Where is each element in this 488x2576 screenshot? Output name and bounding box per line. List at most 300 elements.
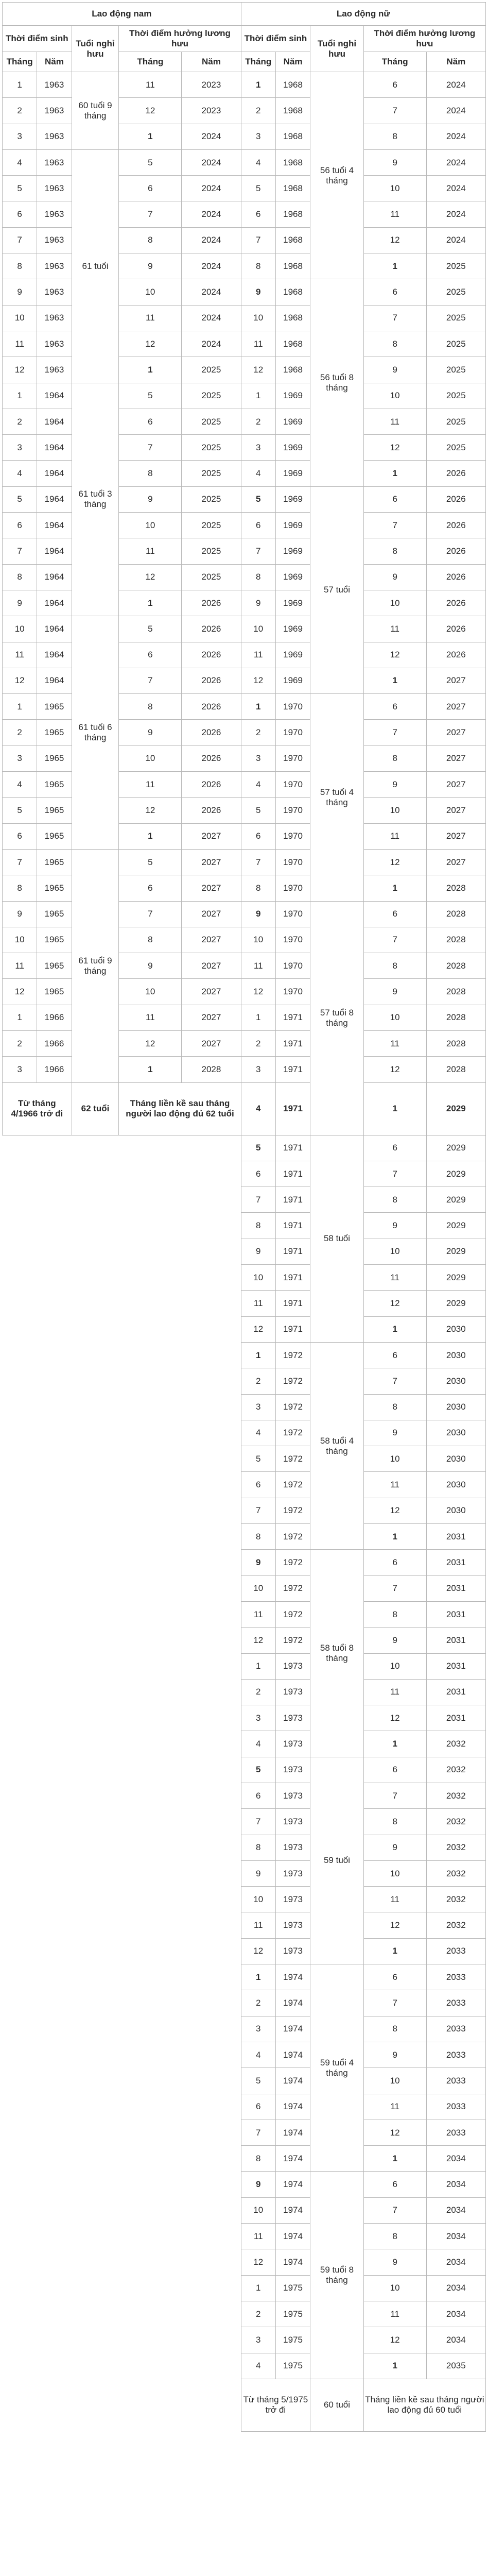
female-pension-month: 11 (363, 616, 426, 642)
male-pension-year: 2024 (182, 201, 241, 227)
female-birth-month: 7 (241, 1187, 275, 1213)
female-pension-month: 1 (363, 2146, 426, 2172)
female-pension-month: 7 (363, 720, 426, 745)
female-birth-year: 1972 (275, 1524, 310, 1550)
male-pension-year: 2025 (182, 357, 241, 383)
female-pension-year-header: Năm (426, 52, 485, 72)
female-pension-year: 2034 (426, 2146, 485, 2172)
male-pension-month: 8 (119, 927, 182, 953)
female-pension-year: 2026 (426, 642, 485, 668)
male-birth-year: 1963 (37, 124, 72, 149)
retirement-age-table (2, 2, 486, 2432)
female-birth-year: 1969 (275, 486, 310, 512)
female-pension-year: 2028 (426, 1030, 485, 1056)
female-birth-month: 1 (241, 2275, 275, 2301)
female-birth-month: 5 (241, 486, 275, 512)
female-pension-year: 2034 (426, 2249, 485, 2275)
male-birth-year: 1964 (37, 564, 72, 590)
female-pension-month: 9 (363, 564, 426, 590)
male-birth-year: 1964 (37, 383, 72, 409)
male-birth-time-header: Thời điểm sinh (3, 26, 72, 52)
male-birth-year: 1963 (37, 149, 72, 175)
male-birth-year: 1964 (37, 435, 72, 461)
female-pension-year: 2026 (426, 590, 485, 616)
female-birth-year: 1973 (275, 1887, 310, 1912)
female-birth-month: 1 (241, 383, 275, 409)
female-pension-year: 2030 (426, 1368, 485, 1394)
female-birth-year: 1973 (275, 1938, 310, 1964)
male-birth-year: 1963 (37, 253, 72, 279)
female-birth-year: 1970 (275, 772, 310, 798)
female-birth-month: 3 (241, 1057, 275, 1082)
female-birth-year: 1968 (275, 253, 310, 279)
male-pension-year: 2026 (182, 720, 241, 745)
male-pension-month: 9 (119, 953, 182, 979)
male-birth-month: 1 (3, 383, 37, 409)
male-pension-year: 2026 (182, 616, 241, 642)
male-pension-year: 2027 (182, 1030, 241, 1056)
female-birth-year: 1968 (275, 357, 310, 383)
female-pension-month: 6 (363, 1757, 426, 1783)
female-pension-month: 6 (363, 72, 426, 98)
female-birth-year: 1973 (275, 1783, 310, 1809)
female-pension-year: 2035 (426, 2353, 485, 2379)
male-birth-month: 4 (3, 772, 37, 798)
female-pension-month: 1 (363, 1524, 426, 1550)
female-pension-year: 2026 (426, 616, 485, 642)
female-birth-year: 1971 (275, 1187, 310, 1213)
female-birth-year: 1969 (275, 668, 310, 693)
female-birth-month: 9 (241, 1860, 275, 1886)
male-birth-month: 12 (3, 668, 37, 693)
female-pension-year: 2034 (426, 2275, 485, 2301)
female-birth-year: 1973 (275, 1835, 310, 1860)
female-final-pension: Tháng liền kề sau tháng người lao động đủ 60 tuổi (363, 2379, 485, 2431)
male-pension-year: 2026 (182, 745, 241, 771)
male-birth-year: 1964 (37, 486, 72, 512)
female-pension-year: 2028 (426, 875, 485, 901)
male-birth-year: 1965 (37, 720, 72, 745)
male-pension-month: 8 (119, 461, 182, 486)
female-pension-year: 2024 (426, 201, 485, 227)
female-pension-year: 2029 (426, 1187, 485, 1213)
female-birth-month: 3 (241, 124, 275, 149)
female-pension-month: 11 (363, 1265, 426, 1291)
female-birth-year: 1968 (275, 149, 310, 175)
female-birth-month: 8 (241, 1835, 275, 1860)
female-birth-year: 1969 (275, 435, 310, 461)
male-birth-year: 1964 (37, 461, 72, 486)
female-pension-year: 2027 (426, 694, 485, 720)
female-pension-year: 2030 (426, 1498, 485, 1523)
female-pension-year: 2033 (426, 2094, 485, 2120)
female-birth-month: 11 (241, 2224, 275, 2249)
female-pension-month: 6 (363, 1550, 426, 1575)
female-pension-year: 2029 (426, 1082, 485, 1135)
female-pension-month: 9 (363, 1420, 426, 1446)
female-pension-year: 2028 (426, 1057, 485, 1082)
female-pension-month: 11 (363, 2094, 426, 2120)
male-retire-age: 61 tuổi 6 tháng (72, 616, 119, 850)
female-pension-year: 2031 (426, 1524, 485, 1550)
female-retire-age: 56 tuổi 4 tháng (310, 72, 364, 279)
female-pension-year: 2032 (426, 1860, 485, 1886)
female-birth-year: 1970 (275, 798, 310, 823)
female-pension-year: 2031 (426, 1705, 485, 1731)
male-birth-month: 9 (3, 590, 37, 616)
male-birth-year: 1964 (37, 616, 72, 642)
female-pension-year: 2024 (426, 98, 485, 124)
female-birth-year: 1974 (275, 2094, 310, 2120)
male-empty (3, 1135, 241, 2431)
female-pension-month: 12 (363, 2327, 426, 2353)
female-birth-year: 1969 (275, 538, 310, 564)
male-birth-month: 8 (3, 253, 37, 279)
male-birth-month: 8 (3, 875, 37, 901)
male-retire-age-header: Tuổi nghỉ hưu (72, 26, 119, 72)
female-pension-month: 12 (363, 227, 426, 253)
male-pension-year: 2025 (182, 383, 241, 409)
female-retire-age: 59 tuổi 8 tháng (310, 2172, 364, 2379)
female-birth-month: 4 (241, 149, 275, 175)
female-pension-month: 11 (363, 409, 426, 434)
female-birth-month: 10 (241, 1887, 275, 1912)
male-pension-month: 5 (119, 849, 182, 875)
female-pension-year: 2034 (426, 2327, 485, 2353)
female-pension-month: 10 (363, 798, 426, 823)
female-birth-month: 4 (241, 1731, 275, 1757)
male-birth-month: 1 (3, 694, 37, 720)
female-pension-month: 7 (363, 1990, 426, 2016)
male-birth-month: 10 (3, 927, 37, 953)
female-pension-year: 2029 (426, 1213, 485, 1239)
female-pension-year: 2027 (426, 798, 485, 823)
female-pension-year: 2028 (426, 953, 485, 979)
female-birth-year: 1971 (275, 1291, 310, 1316)
female-birth-year: 1974 (275, 2172, 310, 2197)
female-birth-month: 6 (241, 1783, 275, 1809)
male-final-age: 62 tuổi (72, 1082, 119, 1135)
female-pension-month: 7 (363, 98, 426, 124)
female-pension-year: 2025 (426, 331, 485, 357)
female-pension-year: 2029 (426, 1161, 485, 1187)
female-pension-year: 2031 (426, 1653, 485, 1679)
male-pension-month: 12 (119, 331, 182, 357)
male-birth-year: 1964 (37, 513, 72, 538)
male-final-pension: Tháng liền kề sau tháng người lao động đủ 62 tuổi (119, 1082, 241, 1135)
female-birth-year: 1970 (275, 901, 310, 927)
female-pension-year: 2034 (426, 2172, 485, 2197)
male-pension-year: 2024 (182, 279, 241, 305)
male-birth-year: 1965 (37, 798, 72, 823)
male-pension-month: 10 (119, 979, 182, 1005)
female-pension-month: 11 (363, 201, 426, 227)
male-birth-year: 1965 (37, 953, 72, 979)
female-birth-year: 1969 (275, 590, 310, 616)
female-pension-month: 8 (363, 953, 426, 979)
female-pension-month: 8 (363, 1394, 426, 1420)
male-retire-age: 61 tuổi (72, 149, 119, 383)
female-birth-year: 1972 (275, 1446, 310, 1472)
female-birth-month: 7 (241, 849, 275, 875)
female-birth-month: 8 (241, 2146, 275, 2172)
male-pension-year: 2024 (182, 176, 241, 201)
male-pension-year: 2027 (182, 953, 241, 979)
female-birth-month: 4 (241, 772, 275, 798)
female-birth-year: 1974 (275, 2120, 310, 2145)
male-birth-month: 11 (3, 331, 37, 357)
male-birth-month: 11 (3, 642, 37, 668)
female-pension-year: 2029 (426, 1135, 485, 1161)
female-birth-year: 1969 (275, 642, 310, 668)
female-birth-month: 5 (241, 176, 275, 201)
female-pension-year: 2030 (426, 1472, 485, 1498)
female-retire-age: 57 tuổi 8 tháng (310, 901, 364, 1135)
female-pension-month: 10 (363, 176, 426, 201)
female-pension-year: 2031 (426, 1679, 485, 1705)
male-pension-year: 2023 (182, 98, 241, 124)
male-birth-year: 1965 (37, 772, 72, 798)
male-pension-month: 7 (119, 668, 182, 693)
female-pension-month: 6 (363, 486, 426, 512)
female-birth-time-header: Thời điểm sinh (241, 26, 310, 52)
male-birth-month: 4 (3, 149, 37, 175)
male-pension-month: 7 (119, 201, 182, 227)
table-row (3, 149, 486, 175)
male-birth-year: 1964 (37, 642, 72, 668)
male-birth-month: 8 (3, 564, 37, 590)
female-pension-year: 2032 (426, 1809, 485, 1835)
female-pension-month: 10 (363, 1653, 426, 1679)
female-pension-month: 11 (363, 1472, 426, 1498)
female-birth-year: 1971 (275, 1082, 310, 1135)
female-pension-year: 2032 (426, 1783, 485, 1809)
female-pension-month: 7 (363, 927, 426, 953)
female-retire-age: 58 tuổi 4 tháng (310, 1342, 364, 1549)
female-birth-year: 1970 (275, 720, 310, 745)
female-birth-year: 1974 (275, 1990, 310, 2016)
female-birth-year: 1975 (275, 2275, 310, 2301)
female-pension-year: 2030 (426, 1446, 485, 1472)
female-pension-month: 6 (363, 694, 426, 720)
female-birth-month: 6 (241, 1161, 275, 1187)
male-pension-year: 2027 (182, 1005, 241, 1030)
female-pension-month: 7 (363, 305, 426, 331)
female-pension-month: 1 (363, 668, 426, 693)
table-row (3, 383, 486, 409)
female-birth-month: 12 (241, 1938, 275, 1964)
male-header: Lao động nam (3, 3, 241, 26)
male-birth-year: 1964 (37, 668, 72, 693)
female-pension-month: 12 (363, 1498, 426, 1523)
female-birth-year: 1969 (275, 383, 310, 409)
male-pension-year: 2028 (182, 1057, 241, 1082)
male-birth-month: 7 (3, 538, 37, 564)
female-pension-year: 2034 (426, 2301, 485, 2327)
female-pension-year: 2027 (426, 849, 485, 875)
table-row (3, 1082, 486, 1135)
male-pension-year: 2025 (182, 564, 241, 590)
female-pension-year: 2024 (426, 227, 485, 253)
male-pension-year: 2025 (182, 486, 241, 512)
male-birth-year: 1966 (37, 1005, 72, 1030)
female-birth-year-header: Năm (275, 52, 310, 72)
female-birth-month: 12 (241, 668, 275, 693)
male-birth-year: 1965 (37, 694, 72, 720)
male-pension-month: 7 (119, 435, 182, 461)
female-pension-month: 11 (363, 2301, 426, 2327)
female-pension-month: 7 (363, 1161, 426, 1187)
female-birth-month: 8 (241, 875, 275, 901)
male-pension-year: 2023 (182, 72, 241, 98)
female-birth-month: 2 (241, 409, 275, 434)
female-pension-month: 9 (363, 357, 426, 383)
female-pension-month-header: Tháng (363, 52, 426, 72)
female-retire-age: 58 tuổi (310, 1135, 364, 1342)
male-birth-month: 12 (3, 357, 37, 383)
female-birth-year: 1973 (275, 1705, 310, 1731)
male-retire-age: 61 tuổi 3 tháng (72, 383, 119, 616)
female-birth-year: 1974 (275, 2016, 310, 2042)
female-pension-month: 8 (363, 1187, 426, 1213)
male-birth-year: 1965 (37, 901, 72, 927)
female-pension-month: 10 (363, 1446, 426, 1472)
female-birth-year: 1971 (275, 1005, 310, 1030)
female-pension-year: 2027 (426, 772, 485, 798)
female-birth-month: 1 (241, 72, 275, 98)
female-birth-month: 9 (241, 590, 275, 616)
female-pension-year: 2033 (426, 2120, 485, 2145)
female-pension-year: 2030 (426, 1316, 485, 1342)
female-retire-age: 57 tuổi 4 tháng (310, 694, 364, 901)
female-pension-month: 6 (363, 1342, 426, 1368)
male-birth-month: 6 (3, 823, 37, 849)
male-pension-year: 2026 (182, 668, 241, 693)
male-pension-month: 5 (119, 383, 182, 409)
male-pension-time-header: Thời điểm hưởng lương hưu (119, 26, 241, 52)
female-pension-month: 8 (363, 1809, 426, 1835)
female-pension-month: 12 (363, 1291, 426, 1316)
female-birth-month: 7 (241, 1809, 275, 1835)
female-pension-month: 8 (363, 1601, 426, 1627)
male-pension-month: 11 (119, 1005, 182, 1030)
male-birth-month: 1 (3, 1005, 37, 1030)
female-birth-year: 1968 (275, 176, 310, 201)
female-birth-year: 1972 (275, 1472, 310, 1498)
female-pension-month: 10 (363, 590, 426, 616)
female-birth-month: 5 (241, 1135, 275, 1161)
female-pension-year: 2033 (426, 1990, 485, 2016)
male-pension-year: 2027 (182, 901, 241, 927)
male-pension-month: 1 (119, 124, 182, 149)
male-birth-month: 3 (3, 435, 37, 461)
male-birth-month: 5 (3, 486, 37, 512)
male-pension-year: 2025 (182, 538, 241, 564)
female-birth-month: 9 (241, 1550, 275, 1575)
female-pension-year: 2026 (426, 513, 485, 538)
female-birth-year: 1969 (275, 409, 310, 434)
female-birth-month: 10 (241, 1575, 275, 1601)
female-pension-month: 12 (363, 1057, 426, 1082)
female-birth-year: 1970 (275, 849, 310, 875)
female-pension-month: 12 (363, 642, 426, 668)
female-pension-month: 9 (363, 772, 426, 798)
female-birth-month: 10 (241, 2197, 275, 2223)
male-pension-month: 8 (119, 694, 182, 720)
female-birth-year: 1973 (275, 1912, 310, 1938)
female-pension-year: 2026 (426, 564, 485, 590)
female-birth-month: 2 (241, 2301, 275, 2327)
female-birth-month: 5 (241, 798, 275, 823)
male-birth-month: 3 (3, 1057, 37, 1082)
male-birth-year: 1963 (37, 98, 72, 124)
female-pension-month: 11 (363, 1030, 426, 1056)
female-birth-month: 3 (241, 2327, 275, 2353)
female-birth-month: 11 (241, 1291, 275, 1316)
male-birth-month: 12 (3, 979, 37, 1005)
female-birth-year: 1974 (275, 1964, 310, 1990)
female-birth-year: 1969 (275, 616, 310, 642)
female-pension-month: 6 (363, 1964, 426, 1990)
female-birth-month: 9 (241, 2172, 275, 2197)
female-pension-month: 7 (363, 2197, 426, 2223)
female-birth-month: 1 (241, 1005, 275, 1030)
male-birth-month: 1 (3, 72, 37, 98)
male-pension-month: 9 (119, 720, 182, 745)
female-pension-month: 8 (363, 538, 426, 564)
female-birth-year: 1968 (275, 201, 310, 227)
male-birth-year: 1966 (37, 1057, 72, 1082)
female-birth-year: 1970 (275, 927, 310, 953)
male-pension-month: 10 (119, 745, 182, 771)
female-birth-year: 1969 (275, 461, 310, 486)
female-birth-year: 1973 (275, 1731, 310, 1757)
female-pension-time-header: Thời điểm hưởng lương hưu (363, 26, 485, 52)
female-birth-month: 2 (241, 1990, 275, 2016)
female-birth-month: 1 (241, 1653, 275, 1679)
female-birth-year: 1974 (275, 2068, 310, 2094)
female-birth-year: 1975 (275, 2327, 310, 2353)
female-pension-month: 10 (363, 383, 426, 409)
female-birth-year: 1970 (275, 823, 310, 849)
female-pension-year: 2034 (426, 2224, 485, 2249)
female-birth-month: 7 (241, 538, 275, 564)
female-birth-month: 12 (241, 1316, 275, 1342)
table-body (3, 72, 486, 2432)
female-birth-year: 1968 (275, 72, 310, 98)
male-birth-year-header: Năm (37, 52, 72, 72)
female-birth-year: 1969 (275, 564, 310, 590)
female-pension-year: 2025 (426, 305, 485, 331)
female-birth-month: 11 (241, 953, 275, 979)
female-pension-month: 6 (363, 2172, 426, 2197)
table-row (3, 849, 486, 875)
female-birth-month: 2 (241, 720, 275, 745)
male-pension-year: 2024 (182, 124, 241, 149)
female-retire-age: 58 tuổi 8 tháng (310, 1550, 364, 1757)
female-birth-month: 9 (241, 279, 275, 305)
female-pension-month: 10 (363, 2068, 426, 2094)
male-birth-year: 1963 (37, 331, 72, 357)
female-final-from: Từ tháng 5/1975 trở đi (241, 2379, 310, 2431)
female-birth-month: 3 (241, 1705, 275, 1731)
female-pension-year: 2026 (426, 461, 485, 486)
male-birth-year: 1963 (37, 305, 72, 331)
male-pension-year: 2024 (182, 305, 241, 331)
female-birth-year: 1970 (275, 745, 310, 771)
female-pension-month: 1 (363, 1731, 426, 1757)
female-birth-year: 1975 (275, 2301, 310, 2327)
